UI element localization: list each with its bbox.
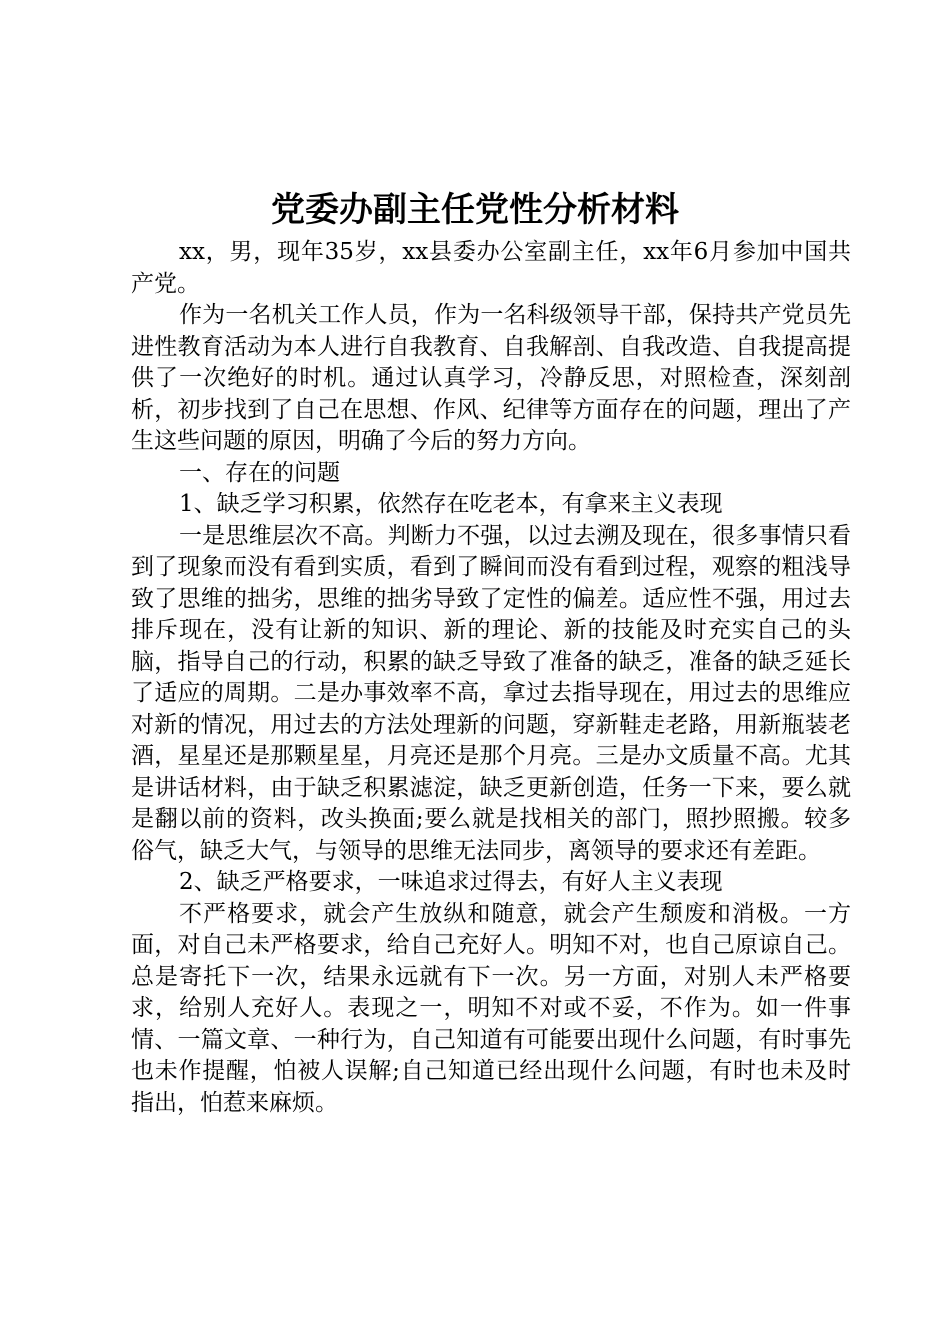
paragraph-intro: xx，男，现年35岁，xx县委办公室副主任，xx年6月参加中国共产党。 — [131, 239, 851, 297]
document-body — [131, 237, 851, 1119]
subheading-learning: 1、缺乏学习积累，依然存在吃老本，有拿来主义表现 — [179, 491, 723, 517]
paragraph-strictness-detail: 不严格要求，就会产生放纵和随意，就会产生颓废和消极。一方面，对自己未严格要求，给自己充好人。明知不对，也自己原谅自己。总是寄托下一次，结果永远就有下一次。另一方面，对别人未严格要求，给别人充好人。表现之一，明知不对或不妥，不作为。如一件事情、一篇文章、一种行为，自己知道有可能要出现什么问题，有时事先也未作提醒，怕被人误解;自己知道已经出现什么问题，有时也未及时指出，怕惹来麻烦。 — [131, 900, 851, 1116]
paragraph-purpose: 作为一名机关工作人员，作为一名科级领导干部，保持共产党员先进性教育活动为本人进行自我教育、自我解剖、自我改造、自我提高提供了一次绝好的时机。通过认真学习，冷静反思，对照检查，深刻剖析，初步找到了自己在思想、作风、纪律等方面存在的问题，理出了产生这些问题的原因，明确了今后的努力方向。 — [131, 302, 851, 454]
document-title: 党委办副主任党性分析材料 — [271, 190, 679, 230]
subheading-strictness: 2、缺乏严格要求，一味追求过得去，有好人主义表现 — [179, 869, 723, 895]
section-heading-problems: 一、存在的问题 — [179, 459, 340, 486]
paragraph-learning-detail: 一是思维层次不高。判断力不强，以过去溯及现在，很多事情只看到了现象而没有看到实质，看到了瞬间而没有看到过程，观察的粗浅导致了思维的拙劣，思维的拙劣导致了定性的偏差。适应性不强，用过去排斥现在，没有让新的知识、新的理论、新的技能及时充实自己的头脑，指导自己的行动，积累的缺乏导致了准备的缺乏，准备的缺乏延长了适应的周期。二是办事效率不高，拿过去指导现在，用过去的思维应对新的情况，用过去的方法处理新的问题，穿新鞋走老路，用新瓶装老酒，星星还是那颗星星，月亮还是那个月亮。三是办文质量不高。尤其是讲话材料，由于缺乏积累滤淀，缺乏更新创造，任务一下来，要么就是翻以前的资料，改头换面;要么就是找相关的部门，照抄照搬。较多俗气，缺乏大气，与领导的思维无法同步，离领导的要求还有差距。 — [131, 522, 851, 864]
